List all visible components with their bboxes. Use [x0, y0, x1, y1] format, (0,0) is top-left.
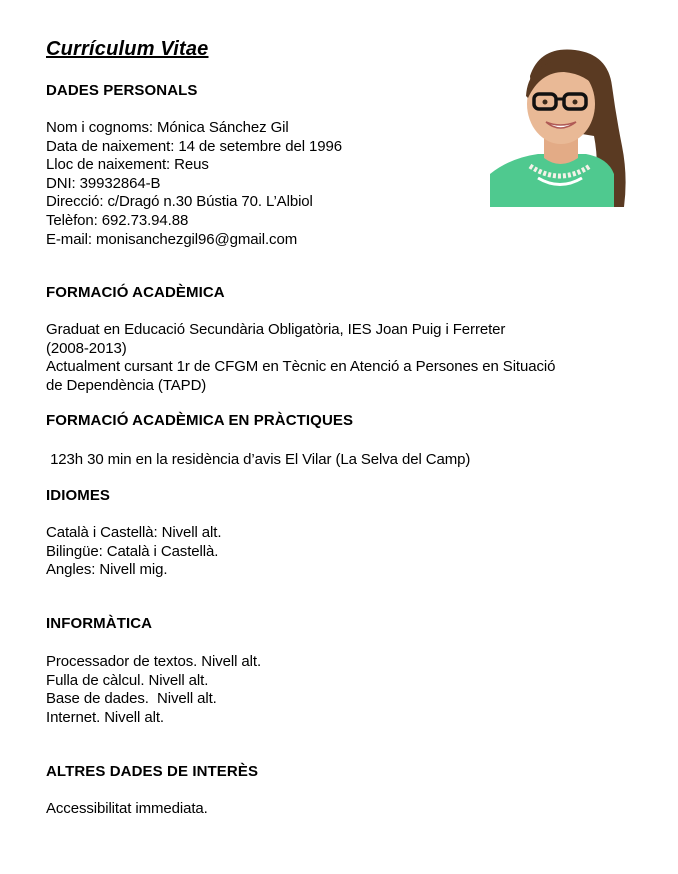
it-line-1: Processador de textos. Nivell alt. — [46, 653, 262, 670]
languages-line-2: Bilingüe: Català i Castellà. — [46, 542, 219, 560]
section-heading-academic: FORMACIÓ ACADÈMICA — [46, 284, 225, 301]
personal-line-email: E-mail: monisanchezgil96@gmail.com — [46, 230, 298, 248]
other-line-1: Accessibilitat immediata. — [46, 800, 208, 817]
personal-line-name: Nom i cognoms: Mónica Sánchez Gil — [46, 119, 289, 136]
profile-photo-image — [490, 46, 629, 207]
languages-line-1: Català i Castellà: Nivell alt. — [46, 524, 222, 541]
section-heading-it: INFORMÀTICA — [46, 615, 153, 632]
section-heading-other: ALTRES DADES DE INTERÈS — [46, 763, 259, 780]
personal-line-birthplace: Lloc de naixement: Reus — [46, 156, 209, 174]
section-heading-personal: DADES PERSONALS — [46, 82, 198, 99]
it-line-2: Fulla de càlcul. Nivell alt. — [46, 671, 209, 689]
academic-line-2: (2008-2013) — [46, 339, 127, 357]
academic-line-1: Graduat en Educació Secundària Obligatòria, IES Joan Puig i Ferreter — [46, 321, 506, 338]
languages-line-3: Angles: Nivell mig. — [46, 561, 168, 579]
personal-line-address: Direcció: c/Dragó n.30 Bústia 70. L’Albiol — [46, 193, 313, 211]
it-line-3: Base de dades. Nivell alt. — [46, 690, 217, 708]
profile-photo — [490, 46, 629, 207]
personal-line-phone: Telèfon: 692.73.94.88 — [46, 212, 189, 229]
personal-line-dni: DNI: 39932864-B — [46, 174, 161, 192]
personal-line-birthdate: Data de naixement: 14 de setembre del 1996 — [46, 137, 342, 155]
it-line-4: Internet. Nivell alt. — [46, 708, 164, 726]
academic-line-3: Actualment cursant 1r de CFGM en Tècnic en Atenció a Persones en Situació — [46, 358, 556, 376]
section-heading-practice: FORMACIÓ ACADÈMICA EN PRÀCTIQUES — [46, 412, 354, 429]
academic-line-4: de Dependència (TAPD) — [46, 376, 207, 394]
document-title: Currículum Vitae — [46, 38, 209, 60]
section-heading-languages: IDIOMES — [46, 487, 111, 504]
practice-line-1: 123h 30 min en la residència d’avis El Vilar (La Selva del Camp) — [46, 451, 471, 468]
